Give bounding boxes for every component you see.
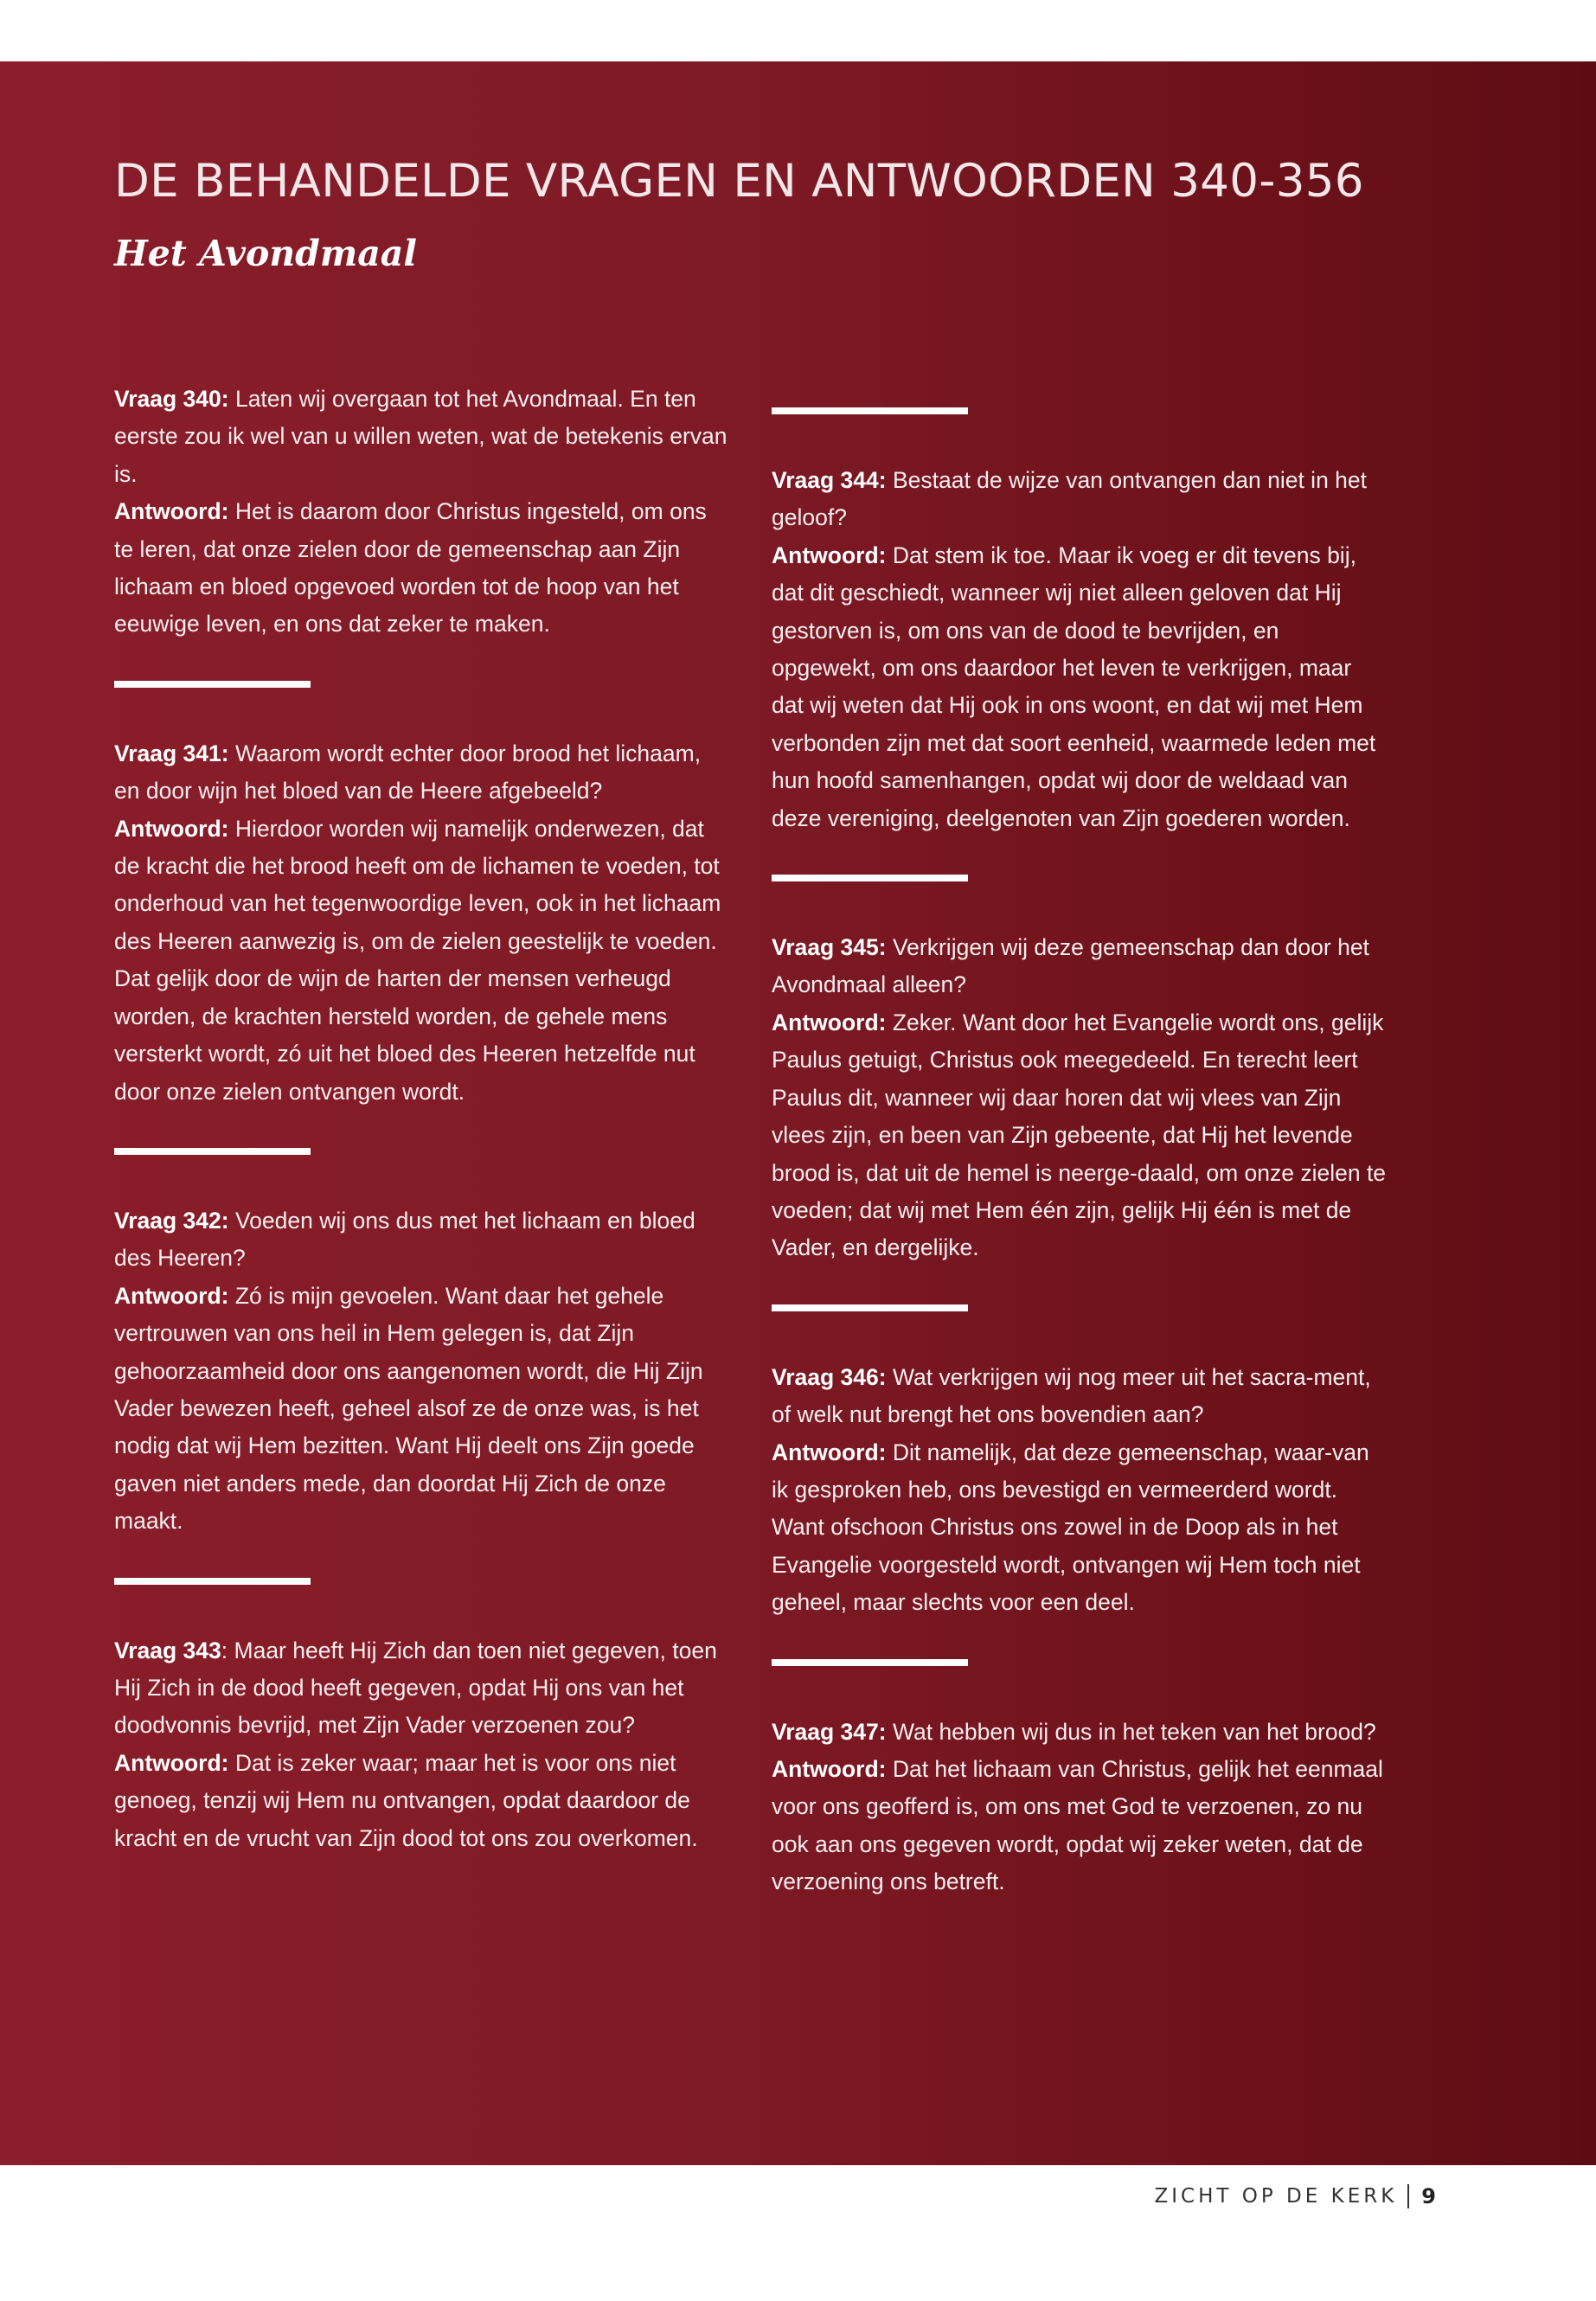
answer-text: Dat is zeker waar; maar het is voor ons niet genoeg, tenzij wij Hem nu ontvangen, opdat daardoor de kracht en de vrucht van Zijn dood tot ons zou overkomen. <box>114 1749 698 1851</box>
question-text: Laten wij overgaan tot het Avondmaal. En ten eerste zou ik wel van u willen weten, wat de betekenis ervan is. <box>114 386 727 487</box>
answer-text: Hierdoor worden wij namelijk onderwezen, dat de kracht die het brood heeft om de lichamen te voeden, tot onderhoud van het tegenwoordige leven, ook in het lichaam des Heeren aanwezig is, om de zielen geestelijk te voeden. Dat gelijk door de wijn de harten der mensen verheugd worden, de krachten hersteld worden, de gehele mens versterkt wordt, zó uit het bloed des Heeren hetzelfde nut door onze zielen ontvangen wordt. <box>114 815 721 1105</box>
answer <box>772 1004 1388 1267</box>
divider <box>114 1148 311 1155</box>
question <box>772 929 1388 1004</box>
answer <box>772 1751 1388 1901</box>
answer-label: Antwoord: <box>114 1282 229 1309</box>
content-panel <box>0 61 1596 2165</box>
question-text: Waarom wordt echter door brood het lichaam, en door wijn het bloed van de Heere afgebeeld? <box>114 740 702 804</box>
answer <box>114 811 730 1111</box>
divider <box>772 1304 968 1311</box>
question-text: Verkrijgen wij deze gemeenschap dan door het Avondmaal alleen? <box>772 934 1369 998</box>
question <box>772 462 1388 537</box>
answer <box>114 1278 730 1541</box>
answer-text: Dat het lichaam van Christus, gelijk het eenmaal voor ons geofferd is, om ons met God te verzoenen, zo nu ook aan ons gegeven wordt, opdat wij zeker weten, dat de verzoening ons betreft. <box>772 1755 1383 1895</box>
question-label: Vraag 344: <box>772 467 887 493</box>
question-label: Vraag 342: <box>114 1207 229 1234</box>
question <box>114 1632 730 1745</box>
qa-block-347 <box>772 1714 1388 1901</box>
question <box>772 1714 1388 1751</box>
footer-separator <box>1407 2184 1409 2208</box>
divider <box>114 1578 311 1585</box>
answer <box>114 493 730 644</box>
divider <box>114 681 311 688</box>
question-text: Wat verkrijgen wij nog meer uit het sacra-ment, of welk nut brengt het ons bovendien aan? <box>772 1363 1371 1428</box>
qa-block-344 <box>772 462 1388 837</box>
answer-label: Antwoord: <box>114 1749 229 1776</box>
divider <box>772 875 968 881</box>
divider <box>772 407 968 414</box>
answer-text: Zó is mijn gevoelen. Want daar het gehele vertrouwen van ons heil in Hem gelegen is, dat Zijn gehoorzaamheid door ons aangenomen wordt, die Hij Zijn Vader bewezen heeft, geheel alsof ze de onze was, is het nodig dat wij Hem bezitten. Want Hij deelt ons Zijn goede gaven niet anders mede, dan doordat Hij Zich de onze maakt. <box>114 1282 703 1535</box>
answer-label: Antwoord: <box>772 542 887 568</box>
page-title: DE BEHANDELDE VRAGEN EN ANTWOORDEN 340-356 <box>114 155 1364 208</box>
question-text: : Maar heeft Hij Zich dan toen niet gegeven, toen Hij Zich in de dood heeft gegeven, opdat Hij ons van het doodvonnis bevrijd, met Zijn Vader verzoenen zou? <box>114 1637 717 1739</box>
answer-label: Antwoord: <box>772 1755 887 1782</box>
qa-block-341 <box>114 735 730 1111</box>
question <box>772 1359 1388 1434</box>
answer-label: Antwoord: <box>772 1009 887 1035</box>
section-subtitle: Het Avondmaal <box>114 233 417 274</box>
question-text: Wat hebben wij dus in het teken van het brood? <box>886 1718 1376 1745</box>
qa-block-342 <box>114 1202 730 1541</box>
answer-text: Zeker. Want door het Evangelie wordt ons, gelijk Paulus getuigt, Christus ook meegedeeld. En terecht leert Paulus dit, wanneer wij daar horen dat wij vlees van Zijn vlees zijn, en been van Zijn gebeente, dat Hij het levende brood is, dat uit de hemel is neerge-daald, om onze zielen te voeden; dat wij met Hem één zijn, gelijk Hij één is met de Vader, en dergelijke. <box>772 1009 1387 1261</box>
answer-label: Antwoord: <box>114 815 229 842</box>
question <box>114 381 730 493</box>
question <box>114 735 730 811</box>
qa-block-346 <box>772 1359 1388 1622</box>
question-label: Vraag 346: <box>772 1363 887 1390</box>
page-footer <box>1155 2184 1436 2208</box>
right-column <box>772 407 1388 1901</box>
left-column <box>114 381 730 1857</box>
divider <box>772 1659 968 1666</box>
question-label: Vraag 341: <box>114 740 229 766</box>
qa-block-343 <box>114 1632 730 1857</box>
answer <box>772 1434 1388 1622</box>
answer <box>772 537 1388 837</box>
question <box>114 1202 730 1278</box>
qa-block-345 <box>772 929 1388 1267</box>
question-label: Vraag 345: <box>772 934 887 961</box>
question-label: Vraag 347: <box>772 1718 887 1745</box>
qa-block-340 <box>114 381 730 644</box>
page-number: 9 <box>1421 2184 1436 2208</box>
answer-label: Antwoord: <box>114 498 229 525</box>
answer-text: Dit namelijk, dat deze gemeenschap, waar-van ik gesproken heb, ons bevestigd en vermeerderd wordt. Want ofschoon Christus ons zowel in de Doop als in het Evangelie voorgesteld wordt, ontvangen wij Hem toch niet geheel, maar slechts voor een deel. <box>772 1439 1369 1616</box>
answer-label: Antwoord: <box>772 1439 887 1465</box>
answer-text: Dat stem ik toe. Maar ik voeg er dit tevens bij, dat dit geschiedt, wanneer wij niet alleen geloven dat Hij gestorven is, om ons van de dood te bevrijden, en opgewekt, om ons daardoor het leven te verkrijgen, maar dat wij weten dat Hij ook in ons woont, en dat wij met Hem verbonden zijn met dat soort eenheid, waarmede leden met hun hoofd samenhangen, opdat wij door de weldaad van deze vereniging, deelgenoten van Zijn goederen worden. <box>772 542 1376 831</box>
answer <box>114 1745 730 1857</box>
question-label: Vraag 340: <box>114 386 229 412</box>
answer-text: Het is daarom door Christus ingesteld, om ons te leren, dat onze zielen door de gemeenschap aan Zijn lichaam en bloed opgevoed worden tot de hoop van het eeuwige leven, en ons dat zeker te maken. <box>114 498 707 638</box>
question-label: Vraag 343 <box>114 1637 221 1663</box>
publication-name: ZICHT OP DE KERK <box>1154 2185 1398 2208</box>
question-text: Bestaat de wijze van ontvangen dan niet in het geloof? <box>772 467 1368 531</box>
question-text: Voeden wij ons dus met het lichaam en bloed des Heeren? <box>114 1207 695 1272</box>
